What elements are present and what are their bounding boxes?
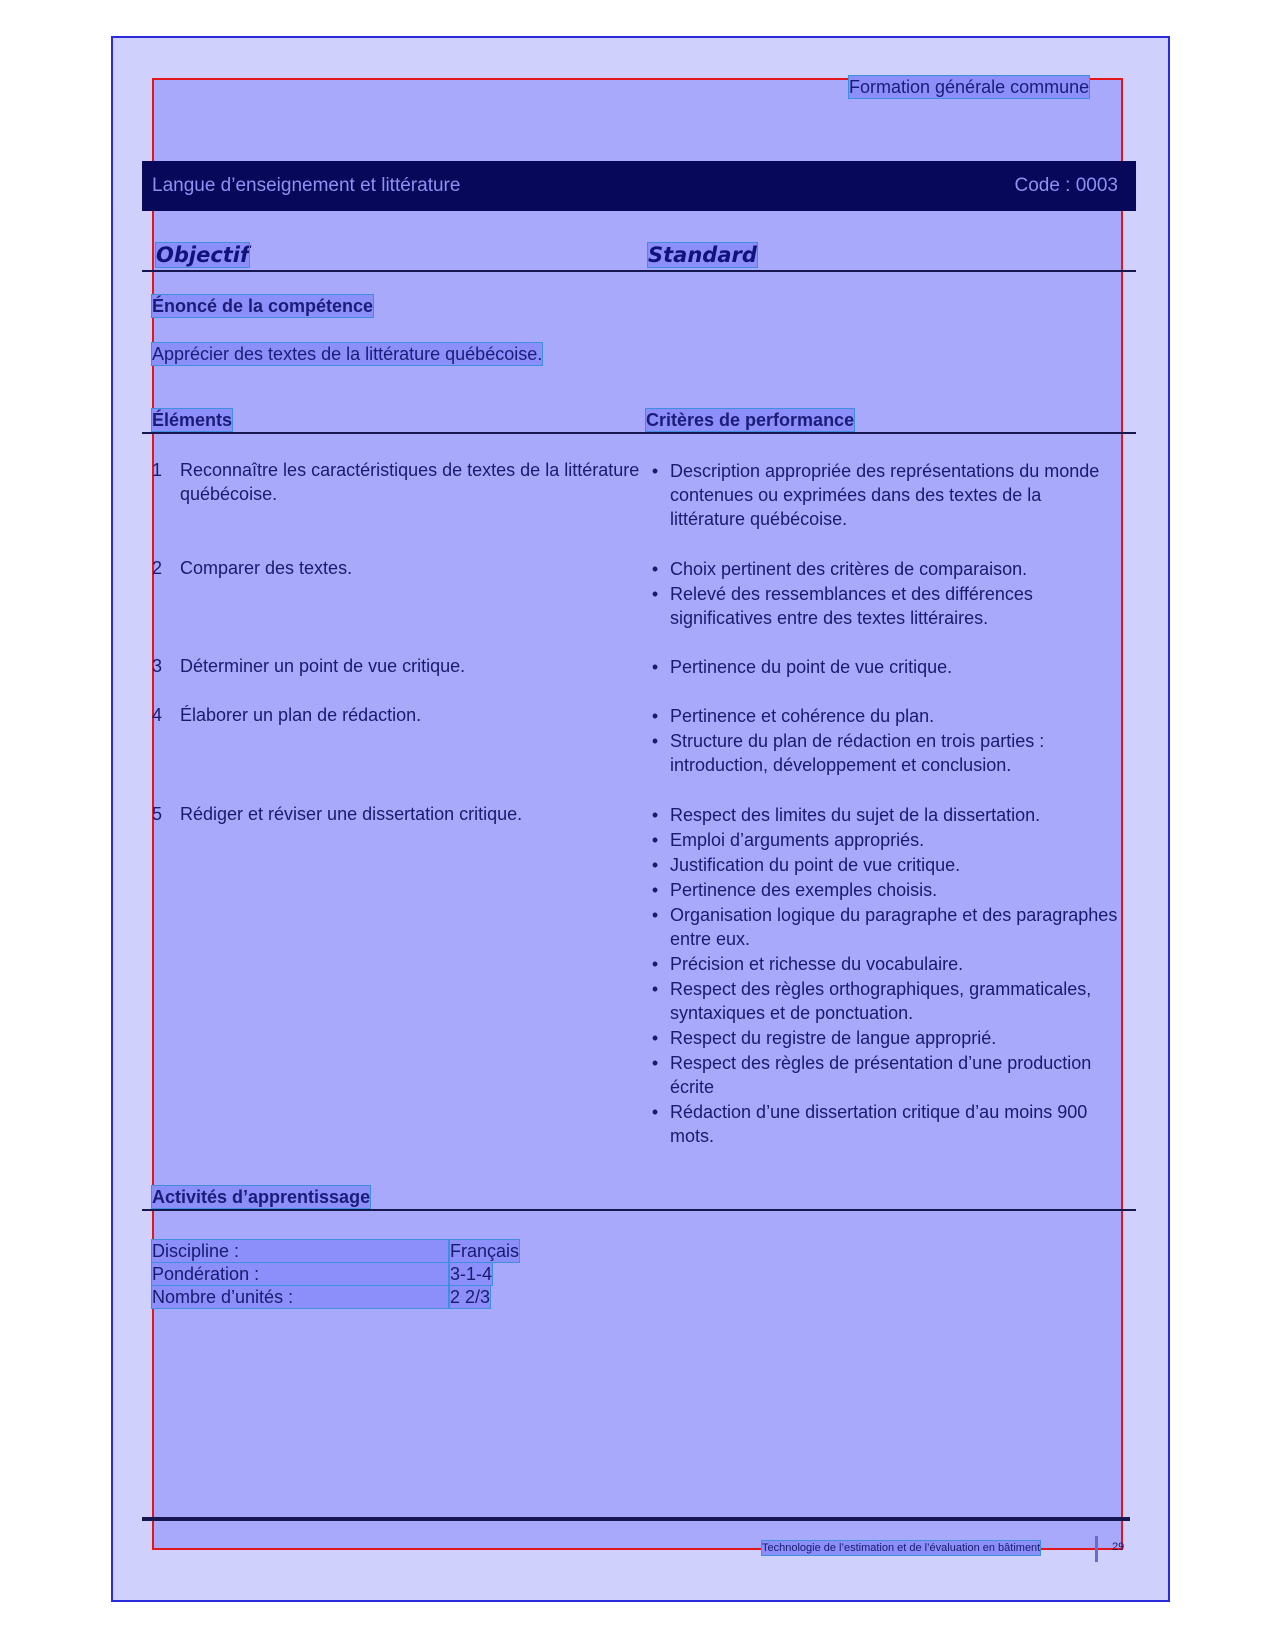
units-label: Nombre d’unités : — [152, 1286, 448, 1308]
bullet-icon: • — [651, 880, 659, 900]
units-value: 2 2/3 — [450, 1287, 491, 1307]
element-number: 3 — [152, 656, 163, 676]
element-text: Rédiger et réviser une dissertation critique. — [180, 804, 523, 824]
ponderation-label: Pondération : — [152, 1263, 448, 1285]
criterion-item: • Pertinence du point de vue critique. — [648, 655, 1118, 679]
criterion-item: • Relevé des ressemblances et des différences significatives entre des textes littéraires. — [648, 582, 1118, 630]
element-text: Reconnaître les caractéristiques de textes de la littérature québécoise. — [180, 460, 640, 504]
discipline-value: Français — [450, 1241, 520, 1261]
course-title: Langue d’enseignement et littérature — [152, 175, 461, 196]
element-number: 4 — [152, 705, 163, 725]
bullet-icon: • — [651, 855, 659, 875]
divider — [142, 432, 1136, 434]
criterion-item: • Respect du registre de langue approprié. — [648, 1026, 1118, 1050]
bullet-icon: • — [651, 559, 659, 579]
criterion-item: • Pertinence et cohérence du plan. — [648, 704, 1118, 728]
criterion-item: • Rédaction d’une dissertation critique d’au moins 900 mots. — [648, 1100, 1118, 1148]
discipline-label: Discipline : — [152, 1240, 448, 1262]
footer-program: Technologie de l’estimation et de l’évaluation en bâtiment — [762, 1542, 1041, 1554]
standard-heading: Standard — [648, 243, 757, 267]
page-number: 29 — [1112, 1541, 1125, 1553]
elements-header: Éléments — [152, 410, 233, 430]
bullet-icon: • — [651, 461, 659, 481]
activities-heading: Activités d’apprentissage — [152, 1187, 371, 1207]
criterion-item: • Description appropriée des représentations du monde contenues ou exprimées dans des textes de la littérature québécoise. — [648, 459, 1118, 531]
divider — [142, 270, 1136, 272]
objectif-heading: Objectif — [156, 243, 250, 267]
criterion-item: • Emploi d’arguments appropriés. — [648, 828, 1118, 852]
criteria-header: Critères de performance — [646, 410, 855, 430]
criteria-list — [648, 803, 1118, 1149]
bullet-icon: • — [651, 706, 659, 726]
bullet-icon: • — [651, 979, 659, 999]
criteria-list — [648, 704, 1118, 778]
bullet-icon: • — [651, 1102, 659, 1122]
bullet-icon: • — [651, 1053, 659, 1073]
bullet-icon: • — [651, 1028, 659, 1048]
element-text: Comparer des textes. — [180, 558, 353, 578]
criterion-item: • Respect des règles orthographiques, grammaticales, syntaxiques et de ponctuation. — [648, 977, 1118, 1025]
bullet-icon: • — [651, 954, 659, 974]
bullet-icon: • — [651, 584, 659, 604]
competence-text: Apprécier des textes de la littérature québécoise. — [152, 344, 543, 364]
bullet-icon: • — [651, 805, 659, 825]
element-number: 1 — [152, 460, 163, 480]
criterion-item: • Justification du point de vue critique. — [648, 853, 1118, 877]
criteria-list — [648, 655, 1118, 680]
program-label: Formation générale commune — [849, 77, 1090, 97]
criterion-item: • Respect des limites du sujet de la dissertation. — [648, 803, 1118, 827]
element-text: Déterminer un point de vue critique. — [180, 656, 466, 676]
competence-heading: Énoncé de la compétence — [152, 296, 374, 316]
element-text: Élaborer un plan de rédaction. — [180, 705, 422, 725]
bullet-icon: • — [651, 905, 659, 925]
bullet-icon: • — [651, 657, 659, 677]
divider — [142, 1209, 1136, 1211]
footer-separator — [1095, 1536, 1098, 1562]
bullet-icon: • — [651, 830, 659, 850]
criterion-item: • Respect des règles de présentation d’une production écrite — [648, 1051, 1118, 1099]
bullet-icon: • — [651, 731, 659, 751]
element-number: 5 — [152, 804, 163, 824]
criterion-item: • Choix pertinent des critères de comparaison. — [648, 557, 1118, 581]
criterion-item: • Structure du plan de rédaction en trois parties : introduction, développement et conclusion. — [648, 729, 1118, 777]
title-bar — [142, 161, 1136, 211]
criterion-item: • Pertinence des exemples choisis. — [648, 878, 1118, 902]
criterion-item: • Organisation logique du paragraphe et des paragraphes entre eux. — [648, 903, 1118, 951]
criterion-item: • Précision et richesse du vocabulaire. — [648, 952, 1118, 976]
course-code: Code : 0003 — [1014, 175, 1118, 196]
criteria-list — [648, 557, 1118, 631]
element-number: 2 — [152, 558, 163, 578]
ponderation-value: 3-1-4 — [450, 1264, 493, 1284]
criteria-list — [648, 459, 1118, 532]
footer-rule — [142, 1517, 1130, 1521]
